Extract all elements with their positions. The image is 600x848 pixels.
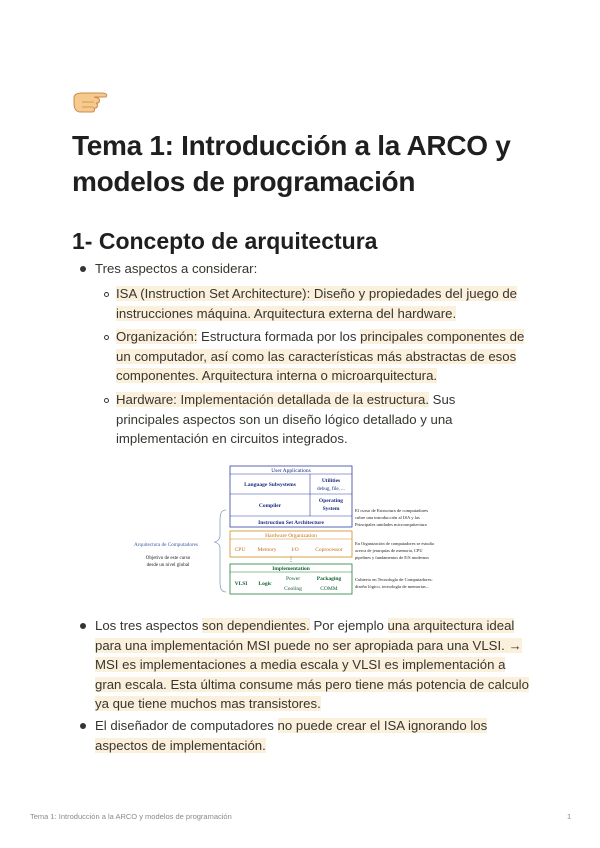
fig-utilities: Utilities: [321, 478, 341, 484]
fig-isa: Instruction Set Architecture: [258, 520, 324, 526]
dependency-paragraph: [95, 616, 530, 714]
sub-bullet-circle: [104, 292, 109, 297]
para2-highlight: no puede crear el ISA ignorando los aspectos de implementación.: [95, 718, 488, 753]
org-text: Estructura formada por los: [197, 329, 361, 344]
fig-impl: Implementation: [272, 566, 310, 572]
fig-right-note1c: Principales unidades microarquitectura: [355, 522, 427, 527]
architecture-diagram: [120, 460, 482, 596]
fig-vlsi: VLSI: [234, 581, 248, 587]
fig-right-note2c: pipelines y fundamentos de E/S modernos: [355, 555, 430, 560]
org-highlight: principales componentes de un computador, así como las características más abstractas de esos componentes. Arquitectura interna o microarquitectura.: [116, 329, 525, 383]
fig-right-note1b: cubre una introducción al ISA y las: [355, 515, 420, 520]
fig-right-note3b: diseño lógico, tecnología de memorias...: [355, 584, 430, 589]
fig-compiler: Compiler: [258, 503, 282, 509]
sub-bullet-circle: [104, 335, 109, 340]
bullet-dot: [80, 623, 86, 629]
page-footer: Tema 1: Introducción a la ARCO y modelos de programación: [30, 812, 232, 821]
fig-packaging: Packaging: [316, 576, 342, 582]
fig-right-note3a: Cubierto en Tecnología de Computadores:: [355, 577, 433, 582]
fig-left-note2: desde un nivel global: [146, 563, 190, 568]
fig-io: I/O: [291, 547, 299, 553]
page-title: Tema 1: Introducción a la ARCO y modelos de programación: [72, 130, 511, 197]
svg-text:⋮: ⋮: [288, 557, 294, 563]
fig-left-note1: Objetivo de este curso: [145, 556, 191, 561]
intro-bullet: Tres aspectos a considerar:: [95, 261, 258, 276]
fig-hw-org: Hardware Organization: [265, 533, 317, 539]
para1-text1: Los tres aspectos: [95, 618, 203, 633]
designer-paragraph: [95, 716, 515, 755]
para1-highlight2: una arquitectura ideal para una implementación MSI puede no ser apropiada para una VLSI. → MSI es implementaciones a media escala y VLSI es implementación a gran escala. Esta última consume más pero tiene más potencia de calculo ya que tiene muchos mas transistores.: [95, 618, 529, 711]
fig-comm: COMM: [320, 586, 338, 592]
fig-logic: Logic: [258, 581, 272, 587]
fig-memory: Memory: [257, 547, 277, 553]
fig-os: Operating: [318, 498, 344, 504]
bullet-dot: [80, 266, 86, 272]
bullet-dot: [80, 723, 86, 729]
fig-cooling: Cooling: [284, 586, 302, 592]
isa-text: ISA (Instruction Set Architecture): Diseño y propiedades del juego de instrucciones máquina. Arquitectura externa del hardware.: [116, 286, 517, 321]
para2-text1: El diseñador de computadores: [95, 718, 278, 733]
isa-item: [116, 284, 526, 323]
fig-left-label: Arquitectura de Computadores: [134, 542, 198, 548]
fig-utilities2: debug, file, ...: [317, 487, 345, 492]
fig-right-note2a: En Organización de computadores se estudia: [355, 541, 434, 546]
hardware-highlight: Hardware: Implementación detallada de la estructura.: [116, 392, 430, 407]
pointing-hand-icon: [72, 84, 120, 114]
software-stack-box: [230, 466, 352, 527]
section-heading: 1- Concepto de arquitectura: [72, 228, 378, 254]
para1-text2: Por ejemplo: [309, 618, 388, 633]
fig-cpu: CPU: [234, 547, 246, 553]
fig-user-apps: User Applications: [271, 468, 311, 474]
fig-right-note1a: El curso de Estructura de computadores: [355, 508, 429, 513]
fig-lang: Language Subsystems: [244, 482, 296, 488]
page-number: 1: [567, 812, 572, 821]
org-item: [116, 327, 526, 386]
org-label: Organización:: [116, 329, 198, 344]
fig-os2: System: [322, 506, 340, 512]
para1-highlight1: son dependientes.: [202, 618, 310, 633]
sub-bullet-circle: [104, 398, 109, 403]
fig-power: Power: [285, 576, 301, 582]
fig-right-note2b: acerca de jerarquías de memoria, CPU: [355, 548, 423, 553]
hardware-text: Sus principales aspectos son un diseño lógico detallado y una implementación en circuitos integrados.: [116, 392, 456, 446]
fig-coproc: Coprocessor: [315, 547, 343, 553]
hardware-item: [116, 390, 516, 449]
